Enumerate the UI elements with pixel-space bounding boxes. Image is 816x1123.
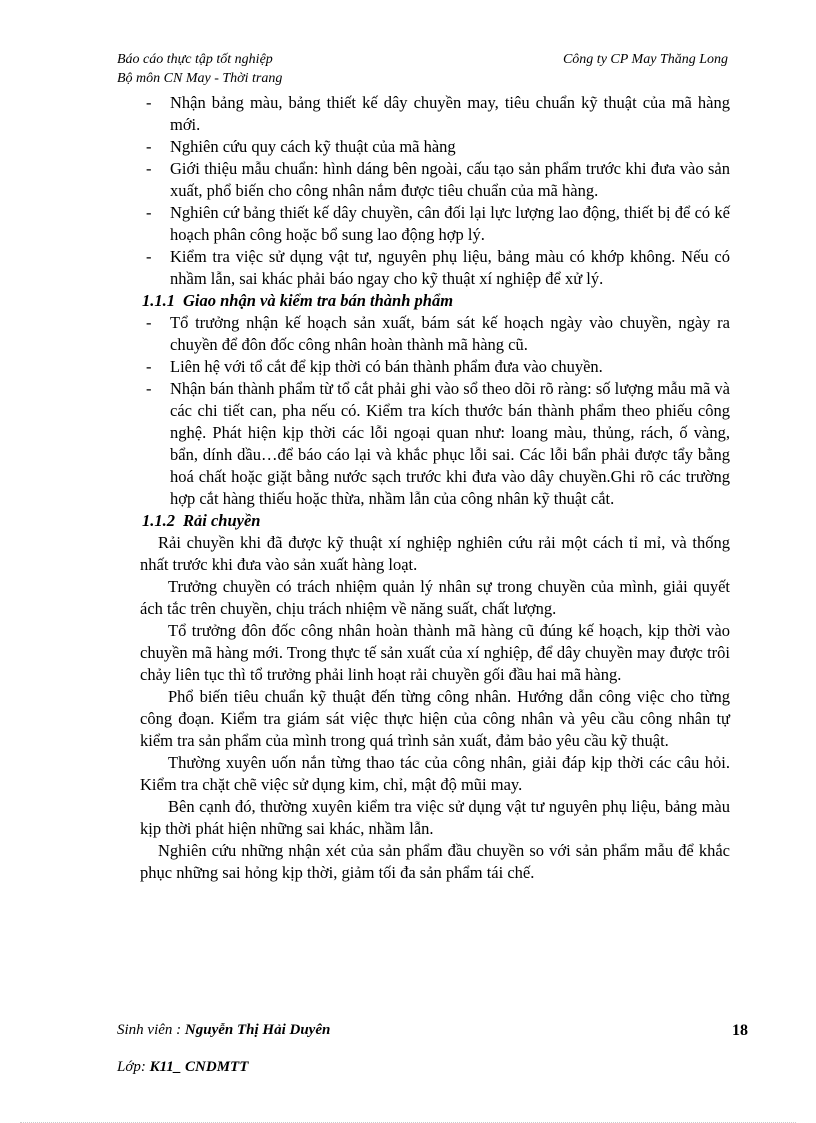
list-item: - Nhận bán thành phẩm từ tổ cắt phải ghi vào sổ theo dõi rõ ràng: số lượng mẫu mã và các chi tiết can, pha nếu có. Kiểm tra kích thước bán thành phẩm theo phiếu công nghệ. Phát hiện kịp thời các lỗi ngoại quan như: loang màu, thủng, rách, ố vàng, bẩn, dính dầu…để báo cáo lại và khắc phục lỗi sai. Các lỗi bẩn phải được tẩy bằng hoá chất hoặc giặt bằng nước sạch trước khi đưa vào dây chuyền.Ghi rõ các trường hợp cắt hàng thiếu hoặc thừa, nhầm lẫn của công nhân kỹ thuật cắt.	[146, 379, 730, 508]
header-department: Bộ môn CN May - Thời trang	[117, 71, 283, 86]
section-number: 1.1.1	[142, 291, 175, 310]
list-item: - Nghiên cứ bảng thiết kế dây chuyền, cân đối lại lực lượng lao động, thiết bị để có kế hoạch phân công hoặc bổ sung lao động hợp lý.	[146, 203, 730, 244]
section-number: 1.1.2	[142, 511, 175, 530]
header-report-title: Báo cáo thực tập tốt nghiệp	[117, 52, 273, 67]
list-item: - Nghiên cứu quy cách kỹ thuật của mã hàng	[146, 137, 456, 156]
section-heading-1-1-1	[140, 290, 730, 312]
section-title: Rải chuyền	[183, 511, 261, 530]
paragraph: Rải chuyền khi đã được kỹ thuật xí nghiệp nghiên cứu rải một cách tỉ mỉ, và thống nhất trước khi đưa vào sản xuất hàng loạt.	[140, 533, 730, 574]
list-item: - Nhận bảng màu, bảng thiết kế dây chuyền may, tiêu chuẩn kỹ thuật của mã hàng mới.	[146, 93, 730, 134]
student-label: Sinh viên :	[117, 1022, 182, 1038]
class-name: K11_ CNDMTT	[149, 1059, 249, 1075]
paragraph: Tổ trưởng đôn đốc công nhân hoàn thành mã hàng cũ đúng kế hoạch, kịp thời vào chuyền mã hàng mới. Trong thực tế sản xuất của xí nghiệp, để dây chuyền may được trôi chảy liên tục thì tổ trưởng phải linh hoạt rải chuyền gối đầu hai mã hàng.	[140, 621, 730, 684]
paragraph: Bên cạnh đó, thường xuyên kiểm tra việc sử dụng vật tư nguyên phụ liệu, bảng màu kịp thời phát hiện những sai khác, nhầm lẫn.	[140, 797, 730, 838]
footer-student	[117, 1022, 330, 1039]
student-name: Nguyễn Thị Hải Duyên	[184, 1022, 331, 1038]
paragraph: Phổ biến tiêu chuẩn kỹ thuật đến từng công nhân. Hướng dẫn công việc cho từng công đoạn. Kiểm tra giám sát việc thực hiện của công nhân và yêu cầu công nhân tự kiểm tra sản phẩm của mình trong quá trình sản xuất, đảm bảo yêu cầu kỹ thuật.	[140, 687, 730, 750]
paragraph: Nghiên cứu những nhận xét của sản phẩm đầu chuyền so với sản phẩm mẫu để khắc phục những sai hỏng kịp thời, giảm tối đa sản phẩm tái chế.	[140, 841, 730, 882]
list-item: - Tổ trưởng nhận kế hoạch sản xuất, bám sát kế hoạch ngày vào chuyền, ngày ra chuyền để đôn đốc công nhân hoàn thành mã hàng cũ.	[146, 313, 730, 354]
section-title: Giao nhận và kiểm tra bán thành phẩm	[183, 291, 454, 310]
page-number: 18	[732, 1022, 748, 1039]
paragraph: Trưởng chuyền có trách nhiệm quản lý nhân sự trong chuyền của mình, giải quyết ách tắc trên chuyền, chịu trách nhiệm về năng suất, chất lượng.	[140, 577, 730, 618]
header-company: Công ty CP May Thăng Long	[562, 52, 728, 67]
section-heading-1-1-2	[140, 510, 730, 532]
list-item: - Kiểm tra việc sử dụng vật tư, nguyên phụ liệu, bảng màu có khớp không. Nếu có nhầm lẫn, sai khác phải báo ngay cho kỹ thuật xí nghiệp để xử lý.	[146, 247, 730, 288]
header-left	[117, 50, 282, 88]
document-body	[140, 92, 730, 884]
class-label: Lớp:	[117, 1059, 146, 1075]
paragraph: Thường xuyên uốn nắn từng thao tác của công nhân, giải đáp kịp thời các câu hỏi. Kiểm tra chặt chẽ việc sử dụng kim, chỉ, mật độ mũi may.	[140, 753, 730, 794]
footer-class	[117, 1059, 248, 1076]
list-item: - Liên hệ với tổ cắt để kịp thời có bán thành phẩm đưa vào chuyền.	[146, 357, 603, 376]
list-item: - Giới thiệu mẫu chuẩn: hình dáng bên ngoài, cấu tạo sản phẩm trước khi đưa vào sản xuất, phổ biến cho công nhân nắm được tiêu chuẩn của mã hàng.	[146, 159, 730, 200]
